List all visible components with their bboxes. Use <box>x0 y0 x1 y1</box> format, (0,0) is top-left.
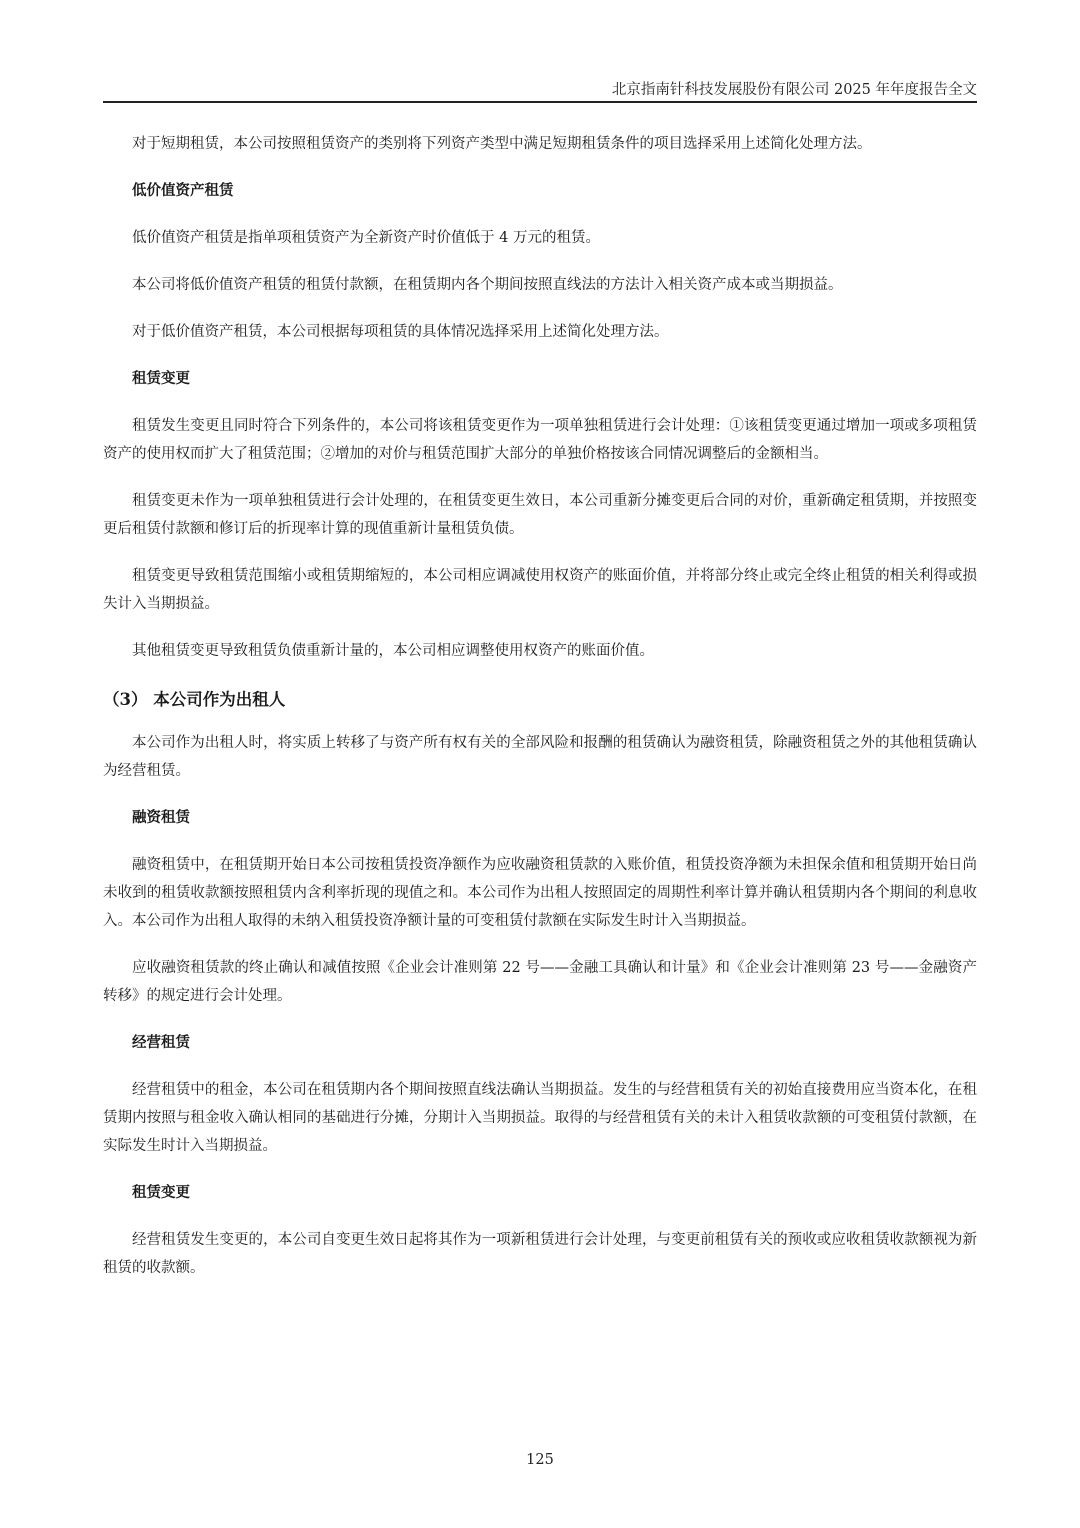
paragraph-finance-lease-receivable: 应收融资租赁款的终止确认和减值按照《企业会计准则第 22 号——金融工具确认和计量》和《企业会计准则第 23 号——金融资产转移》的规定进行会计处理。 <box>103 960 977 1004</box>
paragraph-low-value-definition: 低价值资产租赁是指单项租赁资产为全新资产时价值低于 4 万元的租赁。 <box>132 230 600 246</box>
paragraph-low-value-payments: 本公司将低价值资产租赁的租赁付款额，在租赁期内各个期间按照直线法的方法计入相关资产成本或当期损益。 <box>132 277 843 293</box>
heading-finance-lease: 融资租赁 <box>132 809 190 826</box>
paragraph-operating-lease: 经营租赁中的租金，本公司在租赁期内各个期间按照直线法确认当期损益。发生的与经营租赁有关的初始直接费用应当资本化，在租赁期内按照与租金收入确认相同的基础进行分摊，分期计入当期损益。取得的与经营租赁有关的未计入租赁收款额的可变租赁付款额，在实际发生时计入当期损益。 <box>103 1082 977 1154</box>
paragraph-modification-scope-reduction: 租赁变更导致租赁范围缩小或租赁期缩短的，本公司相应调减使用权资产的账面价值，并将部分终止或完全终止租赁的相关利得或损失计入当期损益。 <box>103 568 977 612</box>
paragraph-modification-separate-lease: 租赁发生变更且同时符合下列条件的，本公司将该租赁变更作为一项单独租赁进行会计处理：①该租赁变更通过增加一项或多项租赁资产的使用权而扩大了租赁范围；②增加的对价与租赁范围扩大部分的单独价格按该合同情况调整后的金额相当。 <box>103 418 977 462</box>
page-content <box>103 130 977 1282</box>
paragraph-low-value-election: 对于低价值资产租赁，本公司根据每项租赁的具体情况选择采用上述简化处理方法。 <box>132 324 669 340</box>
paragraph-short-term-lease: 对于短期租赁，本公司按照租赁资产的类别将下列资产类型中满足短期租赁条件的项目选择采用上述简化处理方法。 <box>132 136 872 152</box>
heading-low-value-lease: 低价值资产租赁 <box>132 182 234 199</box>
heading-operating-lease: 经营租赁 <box>132 1034 190 1051</box>
section-heading-lessor: （3） 本公司作为出租人 <box>103 690 286 709</box>
page-header: 北京指南针科技发展股份有限公司 2025 年年度报告全文 <box>611 82 977 98</box>
paragraph-modification-other: 其他租赁变更导致租赁负债重新计量的，本公司相应调整使用权资产的账面价值。 <box>132 643 654 659</box>
paragraph-operating-lease-modification: 经营租赁发生变更的，本公司自变更生效日起将其作为一项新租赁进行会计处理，与变更前租赁有关的预收或应收租赁收款额视为新租赁的收款额。 <box>103 1232 977 1276</box>
paragraph-lessor-classification: 本公司作为出租人时，将实质上转移了与资产所有权有关的全部风险和报酬的租赁确认为融资租赁，除融资租赁之外的其他租赁确认为经营租赁。 <box>103 735 977 779</box>
paragraph-finance-lease: 融资租赁中，在租赁期开始日本公司按租赁投资净额作为应收融资租赁款的入账价值，租赁投资净额为未担保余值和租赁期开始日尚未收到的租赁收款额按照租赁内含利率折现的现值之和。本公司作为出租人按照固定的周期性利率计算并确认租赁期内各个期间的利息收入。本公司作为出租人取得的未纳入租赁投资净额计量的可变租赁付款额在实际发生时计入当期损益。 <box>103 857 977 929</box>
header-rule <box>103 101 977 103</box>
paragraph-modification-remeasure: 租赁变更未作为一项单独租赁进行会计处理的，在租赁变更生效日，本公司重新分摊变更后合同的对价，重新确定租赁期，并按照变更后租赁付款额和修订后的折现率计算的现值重新计量租赁负债。 <box>103 493 977 537</box>
heading-lease-modification: 租赁变更 <box>132 370 190 387</box>
page-number: 125 <box>526 1452 554 1468</box>
heading-lease-modification-lessor: 租赁变更 <box>132 1184 190 1201</box>
